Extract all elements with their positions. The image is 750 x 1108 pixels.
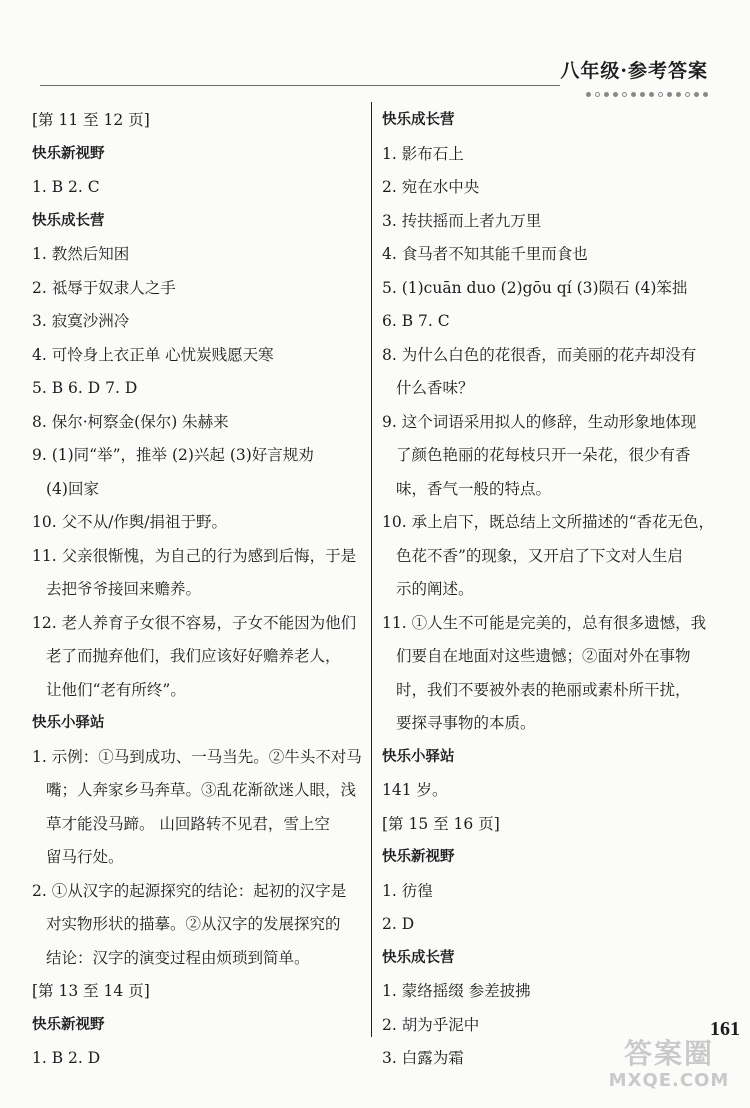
answer-line: 1. 影布石上	[382, 144, 464, 163]
answer-line: 9. (1)同“举”，推举 (2)兴起 (3)好言规劝	[32, 446, 314, 464]
answer-line: 10. 父不从/作舆/捐祖于野。	[32, 513, 228, 531]
left-answer-column	[32, 104, 360, 1076]
answer-line: 3. 抟扶摇而上者九万里	[382, 211, 542, 230]
answer-line: 时，我们不要被外表的艳丽或素朴所干扰，	[396, 680, 691, 699]
answer-line: 了颜色艳丽的花每枝只开一朵花，很少有香	[396, 446, 691, 464]
answer-line: [第 15 至 16 页]	[382, 814, 500, 833]
answer-line: 嘴；人奔家乡马奔草。③乱花渐欲迷人眼，浅	[46, 781, 357, 799]
answer-line: 们要自在地面对这些遗憾；②面对外在事物	[396, 647, 691, 665]
watermark-title: 答案圈	[623, 1037, 714, 1070]
answer-line: 8. 保尔·柯察金(保尔) 朱赫来	[32, 412, 229, 431]
watermark-domain: MXQE.COM	[608, 1070, 730, 1091]
answer-line: 1. 示例：①马到成功、一马当先。②牛头不对马	[32, 747, 362, 766]
answer-line: 11. ①人生不可能是完美的，总有很多遗憾，我	[382, 613, 707, 632]
answer-line: 8. 为什么白色的花很香，而美丽的花卉却没有	[382, 345, 697, 364]
answer-line: 12. 老人养育子女很不容易，子女不能因为他们	[32, 613, 357, 632]
column-divider	[371, 102, 372, 1037]
answer-line: 1. B 2. D	[32, 1049, 101, 1067]
answer-line: 10. 承上启下，既总结上文所描述的“香花无色，	[382, 513, 715, 531]
answer-line: 2. D	[382, 915, 415, 933]
answer-line: 2. 祗辱于奴隶人之手	[32, 278, 176, 297]
answer-line: 留马行处。	[46, 848, 124, 866]
answer-line: 1. 蒙络摇缀 参差披拂	[382, 982, 531, 1000]
answer-line: 2. 宛在水中央	[382, 178, 480, 196]
answer-line: 3. 白露为霜	[382, 1049, 464, 1067]
answer-line: 4. 可怜身上衣正单 心忧炭贱愿天寒	[32, 345, 274, 364]
right-answer-column	[382, 104, 715, 1076]
answer-line: 对实物形状的描摹。②从汉字的发展探究的	[46, 915, 341, 933]
answer-line: 让他们“老有所终”。	[46, 680, 186, 699]
answer-line: 老了而抛弃他们，我们应该好好赡养老人，	[46, 647, 341, 665]
answer-line: 6. B 7. C	[382, 312, 450, 330]
answer-line: 1. 彷徨	[382, 881, 433, 900]
section-heading: 快乐新视野	[32, 1016, 105, 1033]
answer-line: 结论：汉字的演变过程由烦琐到简单。	[46, 948, 310, 967]
header-dots-decoration	[586, 92, 708, 97]
answer-line: 11. 父亲很惭愧，为自己的行为感到后悔，于是	[32, 546, 357, 565]
page-number: 161	[710, 1018, 740, 1040]
section-heading: 快乐小驿站	[32, 715, 105, 731]
answer-line: 什么香味？	[396, 379, 474, 397]
section-heading: 快乐成长营	[32, 212, 105, 229]
answer-line: (4)回家	[46, 479, 99, 498]
answer-line: 3. 寂寞沙洲冷	[32, 312, 130, 330]
answer-line: 9. 这个词语采用拟人的修辞，生动形象地体现	[382, 412, 697, 431]
section-heading: 快乐成长营	[382, 949, 455, 966]
answer-line: 1. 教然后知困	[32, 245, 130, 263]
answer-line: 去把爷爷接回来赡养。	[46, 580, 202, 598]
answer-line: [第 11 至 12 页]	[32, 111, 150, 129]
answer-line: 要探寻事物的本质。	[396, 714, 536, 732]
section-heading: 快乐新视野	[32, 145, 105, 162]
page-header-title: 八年级·参考答案	[560, 60, 708, 82]
answer-line: 2. ①从汉字的起源探究的结论：起初的汉字是	[32, 881, 347, 900]
answer-line: 味，香气一般的特点。	[396, 479, 552, 498]
answer-line: 4. 食马者不知其能千里而食也	[382, 245, 588, 263]
answer-line: 1. B 2. C	[32, 178, 100, 196]
answer-line: 草才能没马蹄。 山回路转不见君，雪上空	[46, 814, 330, 833]
header-rule	[40, 85, 560, 86]
answer-line: 141 岁。	[382, 781, 448, 799]
section-heading: 快乐成长营	[382, 112, 455, 128]
answer-line: 色花不香”的现象，又开启了下文对人生启	[396, 546, 683, 565]
answer-line: 示的阐述。	[396, 580, 474, 598]
answer-line: [第 13 至 14 页]	[32, 982, 150, 1000]
section-heading: 快乐小驿站	[382, 748, 455, 765]
answer-line: 5. B 6. D 7. D	[32, 379, 138, 397]
answer-line: 2. 胡为乎泥中	[382, 1015, 480, 1034]
watermark-logo	[594, 1037, 744, 1102]
section-heading: 快乐新视野	[382, 849, 455, 865]
answer-line: 5. (1)cuān duo (2)gōu qí (3)陨石 (4)笨拙	[382, 278, 688, 297]
